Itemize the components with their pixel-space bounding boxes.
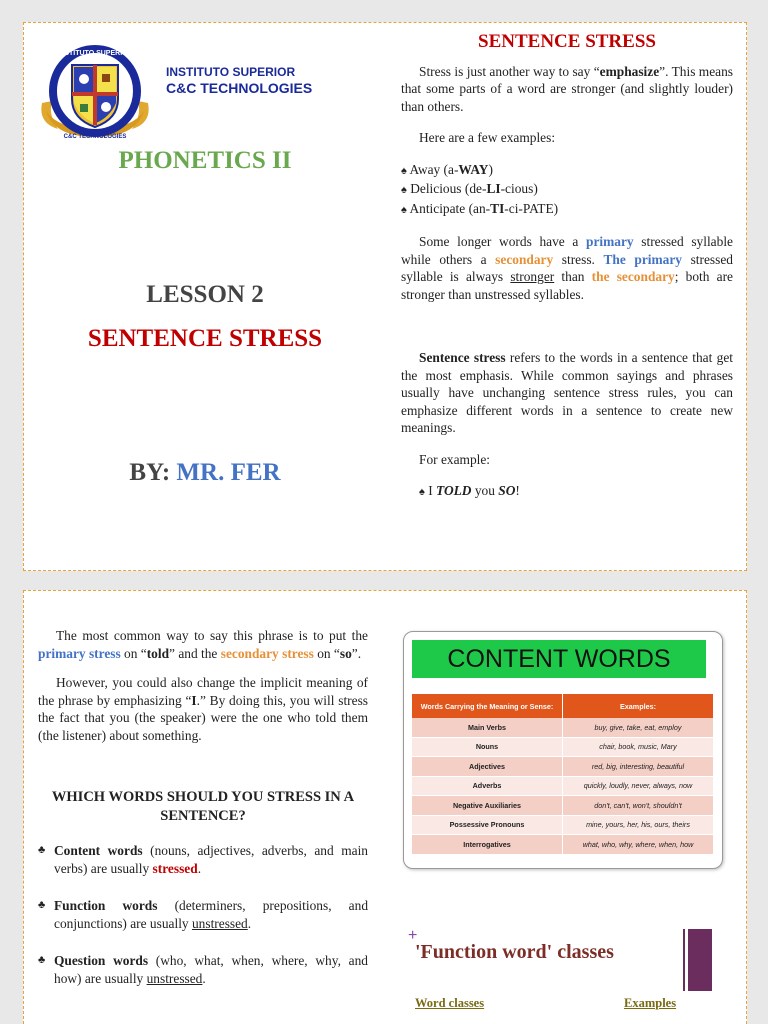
text: -cious) <box>500 181 538 196</box>
list-item <box>401 200 733 220</box>
rules-list <box>38 842 368 987</box>
intro-paragraph-4 <box>401 349 733 437</box>
text: on “ <box>313 645 340 661</box>
table-cell: mine, yours, her, his, ours, theirs <box>563 815 714 835</box>
rule-term: Question words <box>54 953 149 968</box>
lesson-number: LESSON 2 <box>146 281 264 308</box>
text: than <box>554 269 592 284</box>
text: Anticipate (an- <box>409 200 491 216</box>
accent-bar <box>688 929 712 991</box>
author-line <box>24 459 386 487</box>
table-cell: Possessive Pronouns <box>412 815 563 835</box>
text: . <box>197 860 202 876</box>
text: .” By doing this, you will stress the fact that you (the speaker) were the one who told them (the listener) about something. <box>38 692 368 743</box>
table-cell: Nouns <box>412 737 563 757</box>
content-words-table <box>412 694 714 855</box>
the-primary-word: The primary <box>603 251 682 267</box>
table-cell: chair, book, music, Mary <box>563 737 714 757</box>
text: ) <box>488 161 493 177</box>
sentence-stress-term: Sentence stress <box>419 350 506 365</box>
text: ! <box>515 483 520 498</box>
spade-bullet-icon: ♠ <box>401 203 407 216</box>
table-cell: don't, can't, won't, shouldn't <box>563 796 714 816</box>
club-bullet-icon: ♣ <box>38 899 46 911</box>
intro-paragraph-3 <box>401 233 733 303</box>
logo-ring-bottom: C&C TECHNOLOGIES <box>63 134 127 140</box>
text: Some longer words have a <box>419 234 586 249</box>
text: stressed syllable is always <box>401 251 733 284</box>
list-item <box>401 161 733 181</box>
explanation-column <box>38 627 368 987</box>
so-word: so <box>339 645 352 661</box>
club-bullet-icon: ♣ <box>38 844 46 856</box>
unstressed-label: unstressed <box>191 915 248 931</box>
school-name-line1: INSTITUTO SUPERIOR <box>166 65 296 79</box>
logo-ring-top: INSTITUTO SUPERIOR <box>57 50 133 57</box>
stressed-label: stressed <box>152 860 198 876</box>
primary-stress-term: primary stress <box>38 645 121 661</box>
examples-list <box>401 161 733 220</box>
text: . <box>247 915 252 931</box>
table-row <box>412 718 714 737</box>
table-row <box>412 796 714 816</box>
page2-paragraph-2 <box>38 674 368 744</box>
list-item <box>38 952 368 987</box>
primary-word: primary <box>586 234 634 249</box>
text: ”. <box>351 645 362 661</box>
stressed-syllable: LI <box>486 181 501 196</box>
text: ” and the <box>169 645 221 661</box>
text: Away (a- <box>409 161 459 177</box>
text: -ci-PATE) <box>504 200 559 216</box>
content-words-title: CONTENT WORDS <box>412 640 706 678</box>
text: stressed syllable while others a <box>401 234 733 267</box>
examples-header: Examples <box>624 996 677 1010</box>
course-title: PHONETICS II <box>118 147 292 174</box>
accent-bar-thin <box>683 929 685 991</box>
text: refers to the words in a sentence that get the most emphasis. While common sayings and phrases usually have unchanging sentence stress rules, you can emphasize different words in a sentence to create new meanings. <box>401 350 733 435</box>
table-cell: Adverbs <box>412 776 563 796</box>
word-classes-header: Word classes <box>415 996 485 1010</box>
school-name-line2: C&C TECHNOLOGIES <box>166 80 313 96</box>
list-item <box>38 842 368 877</box>
stressed-syllable: TI <box>490 200 505 216</box>
plus-icon: + <box>408 927 418 944</box>
text: (nouns, adjectives, adverbs, and main verbs) are usually <box>54 843 368 876</box>
text: (determiners, prepositions, and conjunctions) are usually <box>54 898 369 931</box>
example-sentence <box>401 482 733 502</box>
content-words-card <box>403 631 723 869</box>
table-cell: Interrogatives <box>412 835 563 855</box>
question-heading: WHICH WORDS SHOULD YOU STRESS IN A SENTENCE? <box>51 789 355 824</box>
table-row <box>412 815 714 835</box>
text: . <box>202 970 206 986</box>
text: I <box>428 483 437 498</box>
spade-bullet-icon: ♠ <box>401 164 407 177</box>
table-row <box>412 757 714 777</box>
text: stress. <box>553 251 604 267</box>
function-words-title: 'Function word' classes <box>415 941 614 963</box>
section-heading: SENTENCE STRESS <box>478 31 656 52</box>
table-cell: Main Verbs <box>412 718 563 737</box>
by-label: BY: <box>129 459 171 486</box>
spade-bullet-icon: ♠ <box>419 486 425 498</box>
text: on “ <box>120 645 147 661</box>
spade-bullet-icon: ♠ <box>401 184 407 196</box>
unstressed-label: unstressed <box>146 970 203 986</box>
school-name <box>166 65 312 98</box>
table-cell: Negative Auxiliaries <box>412 796 563 816</box>
column-header: Words Carrying the Meaning or Sense: <box>412 694 563 718</box>
table-cell: quickly, loudly, never, always, now <box>563 776 714 796</box>
table-cell: red, big, interesting, beautiful <box>563 757 714 777</box>
stressed-word: SO <box>498 483 516 498</box>
secondary-word: secondary <box>495 251 554 267</box>
text: (who, what, when, where, why, and how) are usually <box>54 953 368 986</box>
intro-paragraph-2: Here are a few examples: <box>419 130 556 145</box>
told-word: told <box>146 645 170 661</box>
rule-term: Function words <box>54 898 158 913</box>
table-cell: what, who, why, where, when, how <box>563 835 714 855</box>
school-logo <box>36 41 154 141</box>
page-content <box>23 590 747 1024</box>
list-item <box>401 180 733 200</box>
intro-paragraph-5: For example: <box>419 451 491 467</box>
list-item <box>38 897 368 932</box>
page2-paragraph-1 <box>38 627 368 662</box>
author-name: MR. FER <box>176 459 281 486</box>
table-header-row <box>412 694 714 718</box>
table-cell: Adjectives <box>412 757 563 777</box>
stressed-syllable: WAY <box>458 161 489 177</box>
text: ”. This means that some parts of a word are stronger (and slightly louder) than others. <box>401 63 734 114</box>
emphasize-word: emphasize <box>599 63 660 79</box>
club-bullet-icon: ♣ <box>38 954 46 966</box>
table-cell: buy, give, take, eat, employ <box>563 718 714 737</box>
text: Delicious (de- <box>410 181 487 196</box>
table-row <box>412 737 714 757</box>
text: Stress is just another way to say “ <box>419 63 600 79</box>
stronger-word: stronger <box>510 269 555 284</box>
intro-column <box>401 33 733 502</box>
table-row <box>412 776 714 796</box>
page-cover <box>23 22 747 571</box>
text: ; both are stronger than unstressed syllables. <box>401 269 733 302</box>
rule-term: Content words <box>54 843 143 858</box>
column-header: Examples: <box>563 694 714 718</box>
stressed-word: TOLD <box>436 483 472 498</box>
table-row <box>412 835 714 855</box>
text: However, you could also change the implicit meaning of the phrase by emphasizing “ <box>38 675 368 708</box>
text: you <box>471 483 499 498</box>
secondary-stress-term: secondary stress <box>220 645 314 661</box>
i-word: I <box>191 692 197 708</box>
lesson-title: SENTENCE STRESS <box>87 325 323 352</box>
text: The most common way to say this phrase is to put the <box>56 628 368 643</box>
intro-paragraph-1 <box>401 63 733 116</box>
the-secondary-word: the secondary <box>591 269 675 284</box>
